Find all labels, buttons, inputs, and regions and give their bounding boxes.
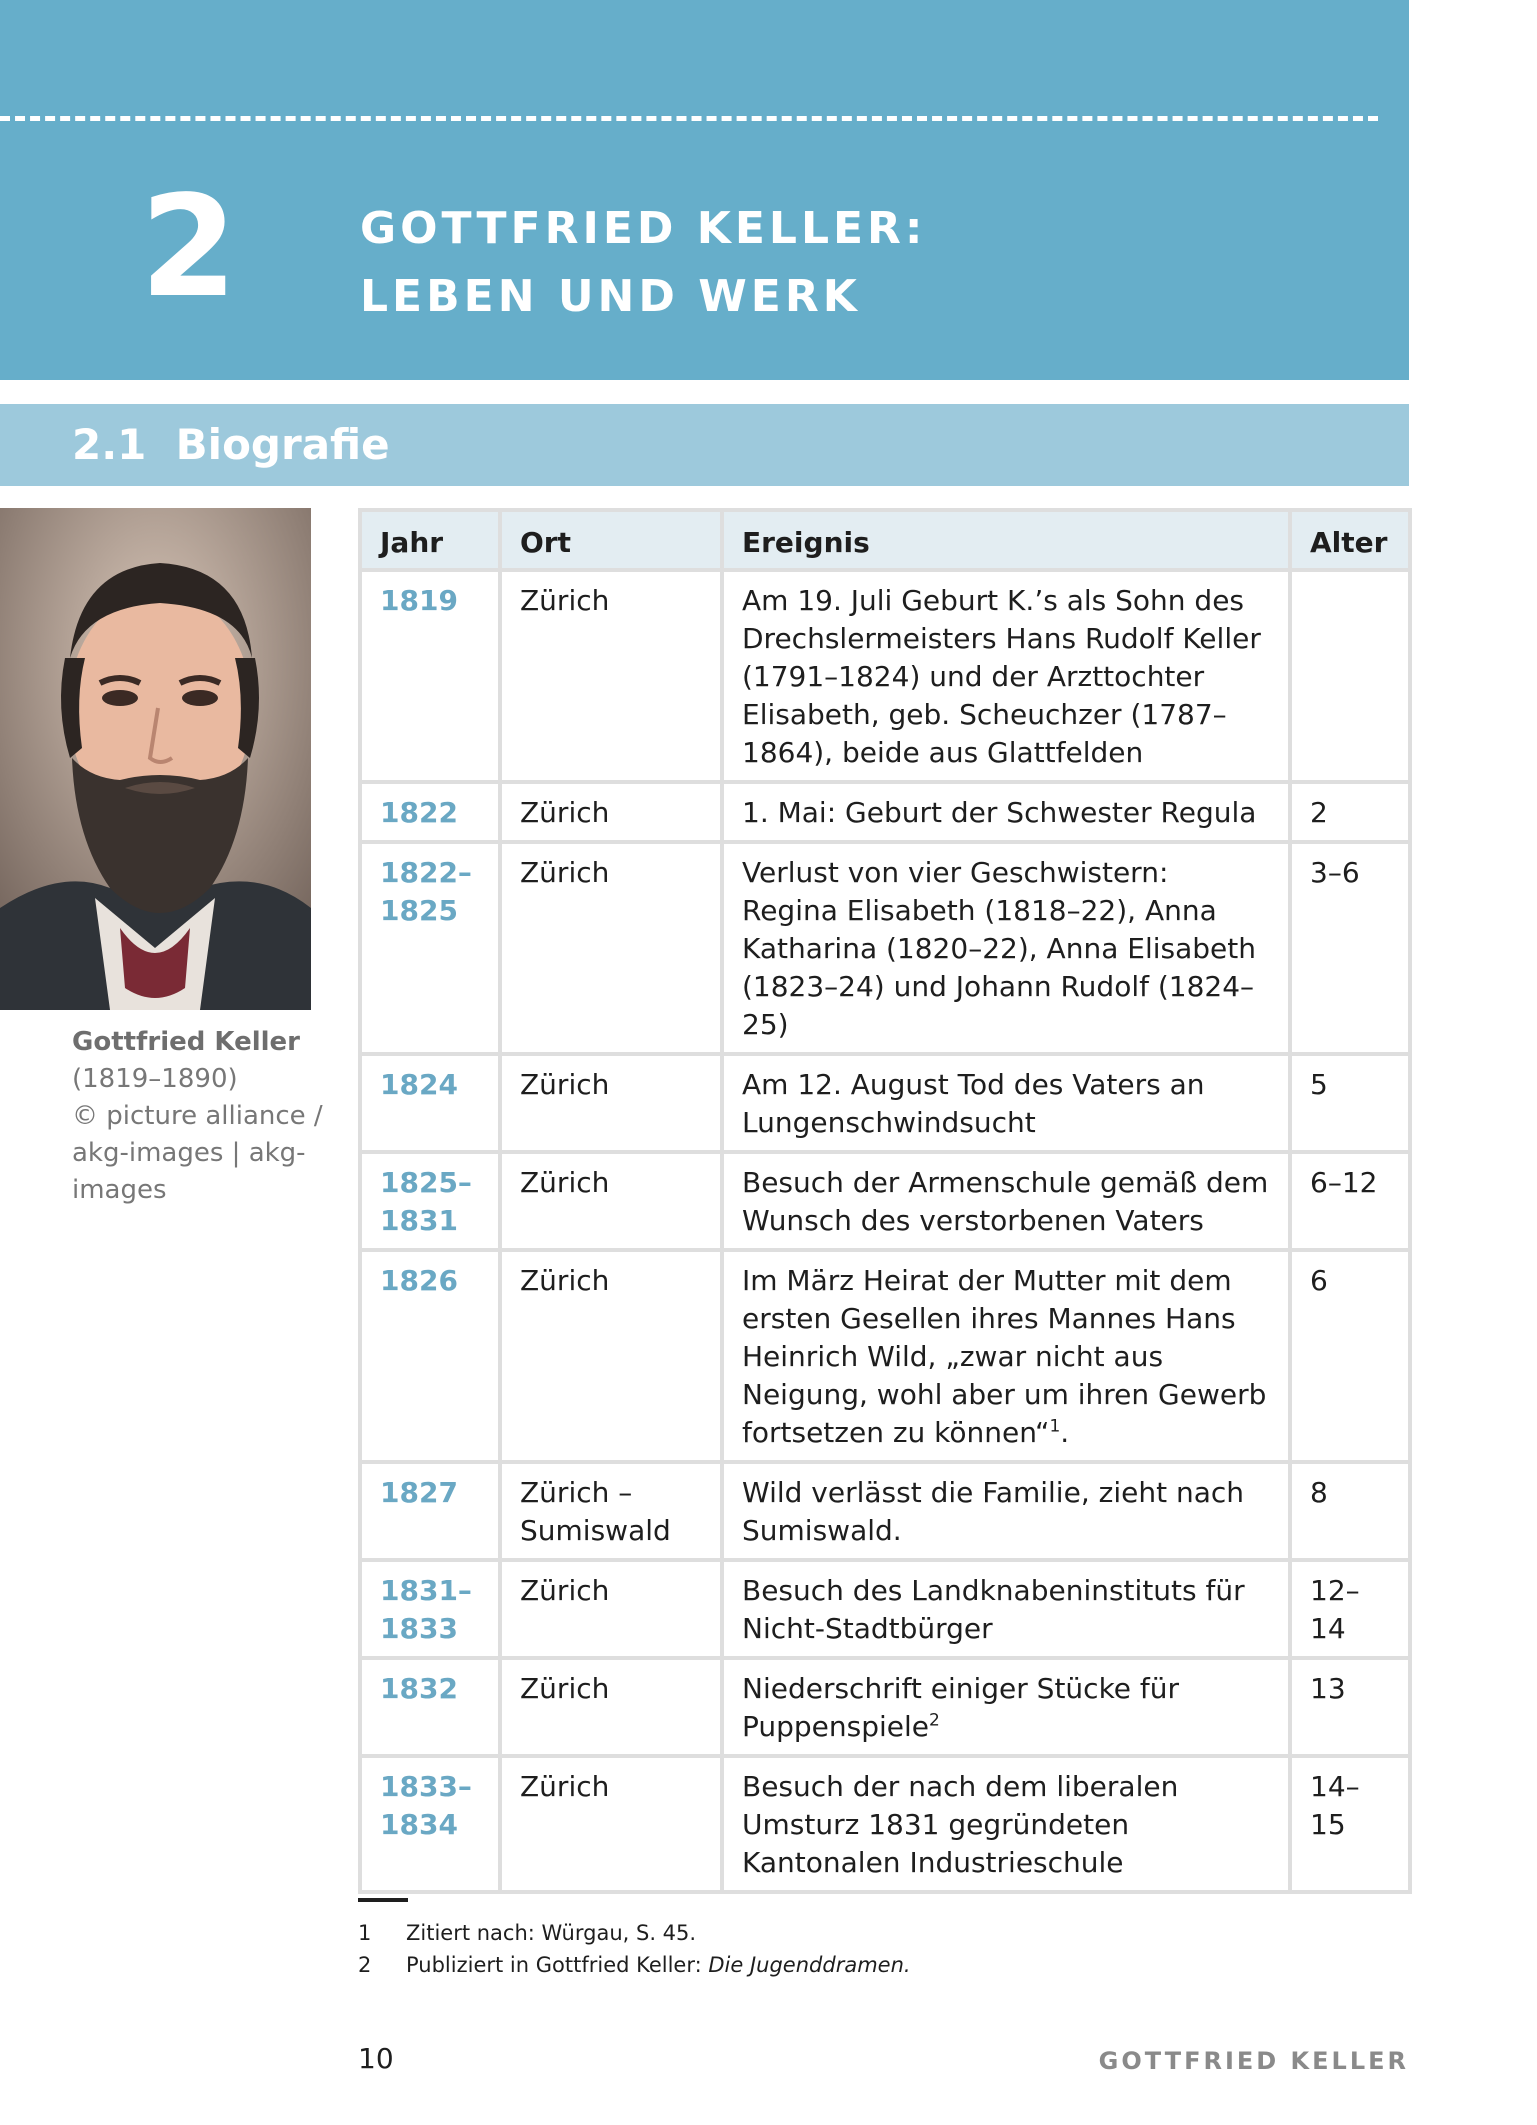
cell-event: Besuch des Landknabeninstituts für Nicht-Stadtbürger	[722, 1560, 1290, 1658]
caption-line: akg-images | akg-	[72, 1138, 306, 1168]
caption-line: © picture alliance /	[72, 1101, 323, 1131]
footnote-rule	[358, 1898, 408, 1902]
cell-age	[1290, 570, 1410, 782]
footnote	[358, 1917, 911, 1949]
cell-event: Besuch der nach dem liberalen Umsturz 1831 gegründeten Kantonalen Industrieschule	[722, 1756, 1290, 1892]
column-header-year: Jahr	[360, 510, 500, 570]
cell-event: 1. Mai: Geburt der Schwester Regula	[722, 782, 1290, 842]
cell-place: Zürich	[500, 570, 722, 782]
dashed-divider	[0, 116, 1378, 121]
cell-event: Wild verlässt die Familie, zieht nach Sumiswald.	[722, 1462, 1290, 1560]
table-row	[360, 1054, 1410, 1152]
cell-age: 3–6	[1290, 842, 1410, 1054]
cell-year: 1826	[360, 1250, 500, 1462]
footnote-text	[406, 1949, 911, 1981]
portrait-image	[0, 508, 311, 1010]
cell-place: Zürich	[500, 782, 722, 842]
table-row	[360, 1250, 1410, 1462]
cell-event	[722, 1250, 1290, 1462]
cell-year: 1832	[360, 1658, 500, 1756]
cell-place: Zürich	[500, 1250, 722, 1462]
event-text: Niederschrift einiger Stücke für Puppenspiele	[742, 1672, 1180, 1743]
table-row	[360, 570, 1410, 782]
cell-age: 12–14	[1290, 1560, 1410, 1658]
caption-name: Gottfried Keller	[72, 1027, 301, 1057]
cell-year: 1831–1833	[360, 1560, 500, 1658]
footnote-number: 2	[358, 1953, 372, 1977]
biography-table	[358, 508, 1412, 1894]
cell-year: 1833–1834	[360, 1756, 500, 1892]
column-header-place: Ort	[500, 510, 722, 570]
footnote	[358, 1949, 911, 1981]
cell-year: 1819	[360, 570, 500, 782]
portrait-illustration	[0, 508, 311, 1010]
cell-age: 2	[1290, 782, 1410, 842]
cell-place: Zürich	[500, 1756, 722, 1892]
cell-age: 6	[1290, 1250, 1410, 1462]
cell-age: 5	[1290, 1054, 1410, 1152]
chapter-title-line-1: GOTTFRIED KELLER:	[360, 203, 927, 254]
cell-place: Zürich	[500, 842, 722, 1054]
event-text: Im März Heirat der Mutter mit dem ersten Gesellen ihres Mannes Hans Heinrich Wild, „zwar nicht aus Neigung, wohl aber um ihren Gewerb fortsetzen zu können“	[742, 1264, 1267, 1449]
caption-line: images	[72, 1175, 167, 1205]
footnote-ref: 1	[1049, 1416, 1061, 1437]
cell-year: 1827	[360, 1462, 500, 1560]
table-row	[360, 1560, 1410, 1658]
cell-place: Zürich	[500, 1152, 722, 1250]
cell-age: 14–15	[1290, 1756, 1410, 1892]
footnote-text-main: Publiziert in Gottfried Keller:	[406, 1953, 709, 1977]
cell-event: Am 19. Juli Geburt K.’s als Sohn des Drechslermeisters Hans Rudolf Keller (1791–1824) und der Arzttochter Elisabeth, geb. Scheuchzer (1787–1864), beide aus Glattfelden	[722, 570, 1290, 782]
table-row	[360, 782, 1410, 842]
cell-event: Am 12. August Tod des Vaters an Lungenschwindsucht	[722, 1054, 1290, 1152]
cell-place: Zürich – Sumiswald	[500, 1462, 722, 1560]
column-header-age: Alter	[1290, 510, 1410, 570]
cell-event: Verlust von vier Geschwistern: Regina Elisabeth (1818–22), Anna Katharina (1820–22), Anna Elisabeth (1823–24) und Johann Rudolf (1824–25)	[722, 842, 1290, 1054]
cell-place: Zürich	[500, 1658, 722, 1756]
footnotes	[358, 1917, 911, 1981]
running-head: GOTTFRIED KELLER	[1098, 2047, 1409, 2075]
cell-place: Zürich	[500, 1054, 722, 1152]
column-header-event: Ereignis	[722, 510, 1290, 570]
cell-year: 1824	[360, 1054, 500, 1152]
footnote-number: 1	[358, 1921, 372, 1945]
table-header-row	[360, 510, 1410, 570]
chapter-title	[360, 195, 927, 331]
cell-year: 1822–1825	[360, 842, 500, 1054]
table-row	[360, 1756, 1410, 1892]
table-row	[360, 1658, 1410, 1756]
cell-event	[722, 1658, 1290, 1756]
footnote-ref: 2	[929, 1710, 940, 1731]
cell-age: 8	[1290, 1462, 1410, 1560]
section-name: Biografie	[175, 420, 390, 469]
cell-year: 1825–1831	[360, 1152, 500, 1250]
cell-event: Besuch der Armenschule gemäß dem Wunsch des verstorbenen Vaters	[722, 1152, 1290, 1250]
table-row	[360, 842, 1410, 1054]
cell-year: 1822	[360, 782, 500, 842]
chapter-number: 2	[140, 166, 238, 329]
section-title	[72, 416, 390, 474]
cell-place: Zürich	[500, 1560, 722, 1658]
footnote-title: Die Jugenddramen.	[708, 1953, 911, 1977]
section-number: 2.1	[72, 420, 147, 469]
table-row	[360, 1462, 1410, 1560]
table-row	[360, 1152, 1410, 1250]
footnote-text: Zitiert nach: Würgau, S. 45.	[406, 1921, 697, 1945]
caption-line: (1819–1890)	[72, 1064, 238, 1094]
event-text-end: .	[1060, 1416, 1070, 1449]
chapter-title-line-2: LEBEN UND WERK	[360, 271, 861, 322]
portrait-caption	[72, 1024, 332, 1209]
page-number: 10	[358, 2042, 394, 2075]
cell-age: 13	[1290, 1658, 1410, 1756]
cell-age: 6–12	[1290, 1152, 1410, 1250]
